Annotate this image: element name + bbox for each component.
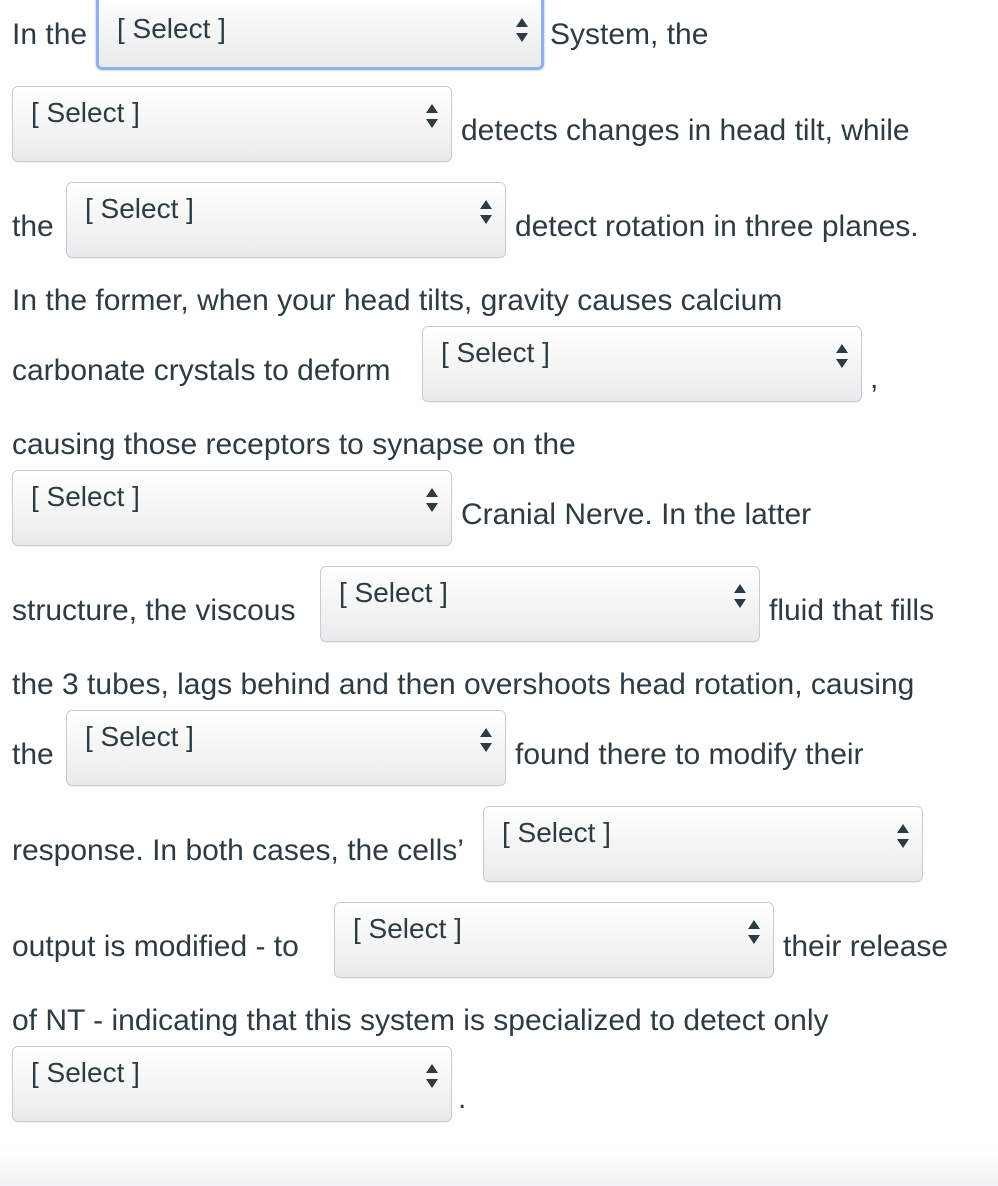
select-arrows-icon [896,821,910,851]
sentence-text: causing those receptors to synapse on the [12,428,576,461]
sentence-text: the 3 tubes, lags behind and then overshoots head rotation, causing [12,668,915,701]
tilt-detector-select[interactable] [12,86,452,162]
sentence-text: . [458,1082,467,1115]
footer-divider [0,1148,998,1186]
select-placeholder: [ Select ] [117,13,226,44]
detect-only-select[interactable] [12,1046,452,1122]
select-placeholder: [ Select ] [85,193,194,224]
crystals-deform-select[interactable] [422,326,862,402]
select-placeholder: [ Select ] [31,1057,140,1088]
receptor-cells-select[interactable] [66,710,506,786]
sentence-text: detects changes in head tilt, while [461,114,910,147]
sentence-text: Cranial Nerve. In the latter [461,498,812,531]
sentence-text: System, the [550,18,709,51]
sentence-text: their release [783,930,949,963]
sentence-text: of NT - indicating that this system is specialized to detect only [12,1004,829,1037]
select-arrows-icon [425,1061,439,1091]
sentence-text: structure, the viscous [12,594,296,627]
system-select[interactable] [96,0,544,70]
select-arrows-icon [835,341,849,371]
sentence-text: , [870,362,879,395]
select-arrows-icon [747,917,761,947]
sentence-text: response. In both cases, the cells’ [12,834,464,867]
select-arrows-icon [733,581,747,611]
sentence-text: carbonate crystals to deform [12,354,391,387]
sentence-text: the [12,738,54,771]
select-placeholder: [ Select ] [502,817,611,848]
select-arrows-icon [515,15,529,45]
nt-release-select[interactable] [334,902,774,978]
sentence-text: In the [12,18,88,51]
sentence-text: detect rotation in three planes. [515,210,919,243]
select-placeholder: [ Select ] [339,577,448,608]
select-placeholder: [ Select ] [85,721,194,752]
select-arrows-icon [479,725,493,755]
viscous-fluid-select[interactable] [320,566,760,642]
sentence-text: In the former, when your head tilts, gravity causes calcium [12,284,783,317]
select-placeholder: [ Select ] [441,337,550,368]
rotation-detector-select[interactable] [66,182,506,258]
sentence-text: fluid that fills [769,594,935,627]
cranial-nerve-select[interactable] [12,470,452,546]
sentence-text: output is modified - to [12,930,299,963]
select-arrows-icon [425,101,439,131]
sentence-text: found there to modify their [515,738,864,771]
select-placeholder: [ Select ] [353,913,462,944]
select-placeholder: [ Select ] [31,97,140,128]
select-arrows-icon [425,485,439,515]
select-arrows-icon [479,197,493,227]
cells-output-select[interactable] [483,806,923,882]
select-placeholder: [ Select ] [31,481,140,512]
sentence-text: the [12,210,54,243]
